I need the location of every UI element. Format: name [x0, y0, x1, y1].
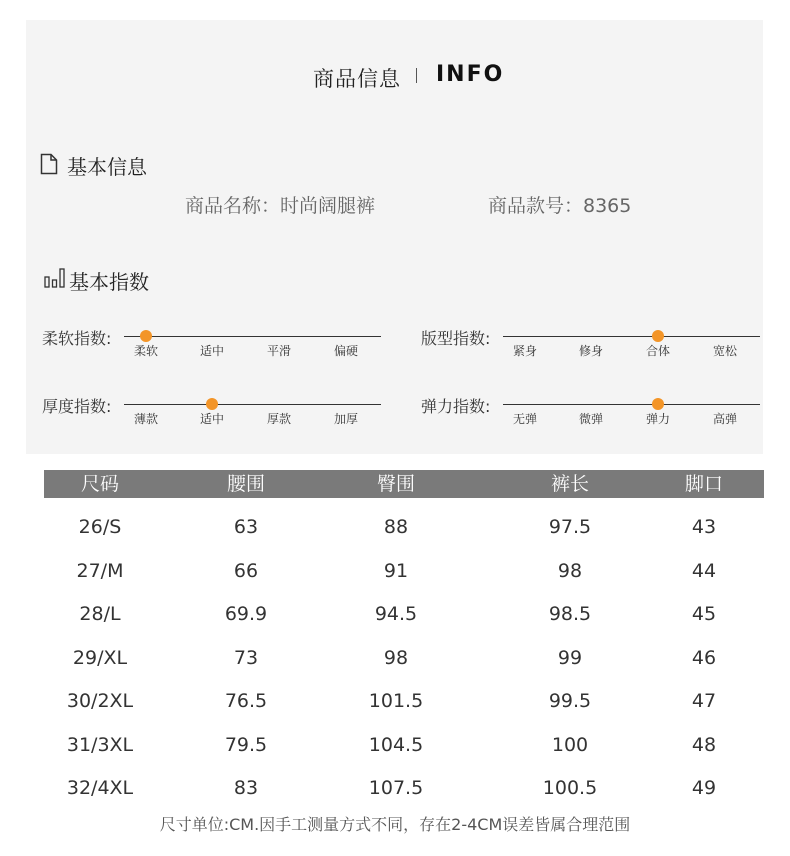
- scale-track: [124, 336, 381, 337]
- scale-track: [124, 404, 381, 405]
- measurement-note: 尺寸单位:CM.因手工测量方式不同，存在2-4CM误差皆属合理范围: [159, 815, 631, 834]
- table-cell: 44: [691, 560, 717, 582]
- table-cell: 31/3XL: [66, 734, 134, 756]
- table-cell: 99.5: [548, 690, 592, 712]
- scale-option: 适中: [199, 344, 224, 358]
- table-cell: 91: [383, 560, 409, 582]
- scale-option: 修身: [578, 344, 603, 358]
- table-header-cell: 腰围: [226, 473, 265, 495]
- scale-indicator-dot: [140, 330, 152, 342]
- table-cell: 69.9: [224, 603, 268, 625]
- table-cell: 100.5: [542, 777, 598, 799]
- table-cell: 107.5: [368, 777, 424, 799]
- bar-chart-icon: [44, 268, 66, 288]
- scale-label: 柔软指数:: [42, 329, 112, 348]
- scale-label: 版型指数:: [421, 329, 491, 348]
- title-divider: [416, 68, 417, 83]
- table-cell: 100: [551, 734, 589, 756]
- table-cell: 99: [557, 647, 583, 669]
- scale-option: 厚款: [266, 412, 291, 426]
- scale-option: 宽松: [712, 344, 737, 358]
- table-cell: 79.5: [224, 734, 268, 756]
- scale-option: 无弹: [512, 412, 537, 426]
- table-cell: 47: [691, 690, 717, 712]
- table-header-cell: 臀围: [376, 473, 415, 495]
- table-cell: 63: [233, 516, 259, 538]
- table-cell: 73: [233, 647, 259, 669]
- table-cell: 32/4XL: [66, 777, 134, 799]
- scale-option: 加厚: [333, 412, 358, 426]
- table-cell: 28/L: [79, 603, 121, 625]
- table-cell: 30/2XL: [66, 690, 134, 712]
- table-cell: 66: [233, 560, 259, 582]
- scale-option: 紧身: [512, 344, 537, 358]
- scale-option: 平滑: [266, 344, 291, 358]
- table-cell: 98: [383, 647, 409, 669]
- table-cell: 88: [383, 516, 409, 538]
- table-header-cell: 裤长: [550, 473, 589, 495]
- table-cell: 45: [691, 603, 717, 625]
- table-cell: 94.5: [374, 603, 418, 625]
- scale-option: 柔软: [133, 344, 158, 358]
- table-cell: 49: [691, 777, 717, 799]
- product-name: 商品名称：时尚阔腿裤: [185, 195, 376, 217]
- scale-track: [503, 404, 760, 405]
- scale-option: 薄款: [133, 412, 158, 426]
- table-cell: 26/S: [78, 516, 122, 538]
- table-cell: 104.5: [368, 734, 424, 756]
- document-icon: [40, 153, 58, 175]
- scale-indicator-dot: [206, 398, 218, 410]
- scale-indicator-dot: [652, 330, 664, 342]
- indices-title: 基本指数: [69, 270, 149, 294]
- scale-track: [503, 336, 760, 337]
- table-cell: 29/XL: [72, 647, 128, 669]
- table-cell: 98: [557, 560, 583, 582]
- table-cell: 27/M: [76, 560, 124, 582]
- table-header-cell: 脚口: [684, 473, 723, 495]
- section-title-en: INFO: [436, 62, 505, 87]
- table-cell: 43: [691, 516, 717, 538]
- scale-label: 厚度指数:: [42, 397, 112, 416]
- scale-option: 合体: [645, 344, 670, 358]
- table-cell: 83: [233, 777, 259, 799]
- table-cell: 97.5: [548, 516, 592, 538]
- scale-option: 适中: [199, 412, 224, 426]
- scale-label: 弹力指数:: [421, 397, 491, 416]
- table-cell: 46: [691, 647, 717, 669]
- product-code: 商品款号：8365: [488, 195, 632, 217]
- scale-indicator-dot: [652, 398, 664, 410]
- table-cell: 48: [691, 734, 717, 756]
- table-header-cell: 尺码: [80, 473, 119, 495]
- scale-option: 高弹: [712, 412, 737, 426]
- table-cell: 98.5: [548, 603, 592, 625]
- scale-option: 微弹: [578, 412, 603, 426]
- section-title-cn: 商品信息: [313, 67, 401, 91]
- scale-option: 偏硬: [333, 344, 358, 358]
- table-cell: 76.5: [224, 690, 268, 712]
- table-cell: 101.5: [368, 690, 424, 712]
- basic-info-title: 基本信息: [67, 155, 147, 179]
- scale-option: 弹力: [645, 412, 670, 426]
